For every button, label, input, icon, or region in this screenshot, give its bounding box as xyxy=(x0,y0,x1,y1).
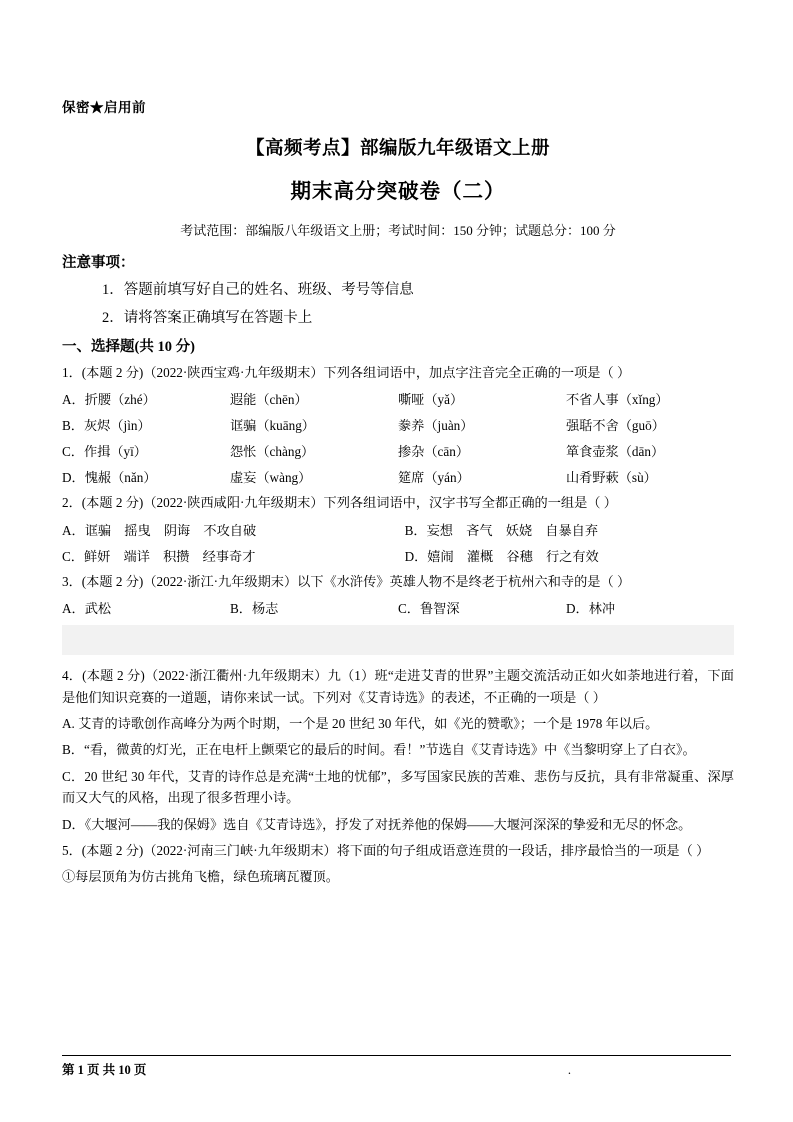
option[interactable]: 山肴野蔌（sù） xyxy=(566,470,657,486)
option[interactable]: 筵席（yán） xyxy=(398,470,470,486)
page-footer xyxy=(62,1055,731,1078)
option[interactable]: 诓骗（kuāng） xyxy=(230,418,315,434)
question-stem: 3．(本题 2 分)（2022·浙江·九年级期末）以下《水浒传》英雄人物不是终老于杭州六和寺的是（ ） xyxy=(62,573,631,589)
question-options-row xyxy=(62,546,734,565)
option[interactable]: 嘶哑（yǎ） xyxy=(398,392,464,408)
question-stem: 4．(本题 2 分)（2022·浙江衢州·九年级期末）九（1）班“走进艾青的世界”主题交流活动正如火如荼地进行着，下面是他们知识竞赛的一道题，请你来试一试。下列对《艾青诗选》的表述，不正确的一项是（ ） xyxy=(62,668,734,705)
option[interactable]: C．作揖（yī） xyxy=(62,444,147,460)
question-stem: 1．(本题 2 分)（2022·陕西宝鸡·九年级期末）下列各组词语中，加点字注音完全正确的一项是（ ） xyxy=(62,365,631,380)
question-stem: 2．(本题 2 分)（2022·陕西咸阳·九年级期末）下列各组词语中，汉字书写全都正确的一组是（ ） xyxy=(62,495,617,511)
option[interactable]: D．愧赧（nǎn） xyxy=(62,470,157,486)
option[interactable]: A．武松 xyxy=(62,601,112,617)
option[interactable]: 不省人事（xǐng） xyxy=(566,392,669,408)
option[interactable]: B．杨志 xyxy=(230,601,279,617)
option[interactable]: 掺杂（cān） xyxy=(398,444,470,460)
notice-item-1: 1．答题前填写好自己的姓名、班级、考号等信息 xyxy=(102,282,414,298)
section-heading: 一、选择题(共 10 分) xyxy=(62,339,195,355)
option[interactable]: C．鲜妍 端详 积攒 经事奇才 xyxy=(62,548,256,564)
question-option-line[interactable]: D．《大堰河——我的保姆》选自《艾青诗选》，抒发了对抚养他的保姆——大堰河深深的挚爱和无尽的怀念。 xyxy=(62,816,692,832)
option[interactable]: D．嬉闹 灌概 谷穗 行之有效 xyxy=(404,548,599,564)
question-options-row xyxy=(62,467,734,486)
document-content xyxy=(62,96,734,893)
notice-item-2: 2．请将答案正确填写在答题卡上 xyxy=(102,310,313,326)
option[interactable]: B．灰烬（jìn） xyxy=(62,418,151,434)
option[interactable]: D．林冲 xyxy=(566,601,616,617)
paper-title-line2: 期末高分突破卷（二） xyxy=(290,181,506,203)
option[interactable]: 虚妄（wàng） xyxy=(230,470,312,486)
question-item-line: ①每层顶角为仿古挑角飞檐，绿色琉璃瓦覆顶。 xyxy=(62,869,339,885)
question-options-row xyxy=(62,598,734,617)
question-option-line[interactable]: C．20 世纪 30 年代，艾青的诗作总是充满“土地的忧郁”，多写国家民族的苦难、悲伤与反抗，具有非常凝重、深厚而又大气的风格，出现了很多哲理小诗。 xyxy=(62,768,734,806)
question-options-row xyxy=(62,520,734,539)
page-number: 第 1 页 共 10 页 xyxy=(62,1063,147,1077)
question-options-row xyxy=(62,415,734,434)
question-stem: 5．(本题 2 分)（2022·河南三门峡·九年级期末）将下面的句子组成语意连贯的一段话，排序最恰当的一项是（ ） xyxy=(62,842,710,858)
question-option-line[interactable]: B．“看，微黄的灯光，正在电杆上颤栗它的最后的时间。看！”节选自《艾青诗选》中《当黎明穿上了白衣》。 xyxy=(62,742,696,758)
footer-mark: . xyxy=(567,1063,571,1077)
option[interactable]: A．诓骗 摇曳 阴诲 不攻自破 xyxy=(62,522,257,538)
notice-title: 注意事项： xyxy=(62,255,135,271)
option[interactable]: 箪食壶浆（dān） xyxy=(566,444,665,460)
exam-scope: 考试范围：部编版八年级语文上册；考试时间：150 分钟；试题总分：100 分 xyxy=(180,223,616,238)
paper-title-line1: 【高频考点】部编版九年级语文上册 xyxy=(245,139,550,159)
option[interactable]: 强聒不舍（guō） xyxy=(566,418,665,434)
question-options-row xyxy=(62,441,734,460)
option[interactable]: 遐能（chēn） xyxy=(230,392,308,408)
question-options-row xyxy=(62,389,734,408)
option[interactable]: 怨怅（chàng） xyxy=(230,444,315,460)
option[interactable]: C．鲁智深 xyxy=(398,601,460,617)
answer-area-placeholder xyxy=(62,625,734,655)
secret-label: 保密★启用前 xyxy=(62,100,146,115)
question-option-line[interactable]: A. 艾青的诗歌创作高峰分为两个时期，一个是 20 世纪 30 年代，如《光的赞歌》；一个是 1978 年以后。 xyxy=(62,716,659,732)
option[interactable]: 豢养（juàn） xyxy=(398,418,474,434)
option[interactable]: B．妄想 吝气 妖娆 自暴自弃 xyxy=(404,522,599,538)
option[interactable]: A．折腰（zhé） xyxy=(62,392,156,408)
